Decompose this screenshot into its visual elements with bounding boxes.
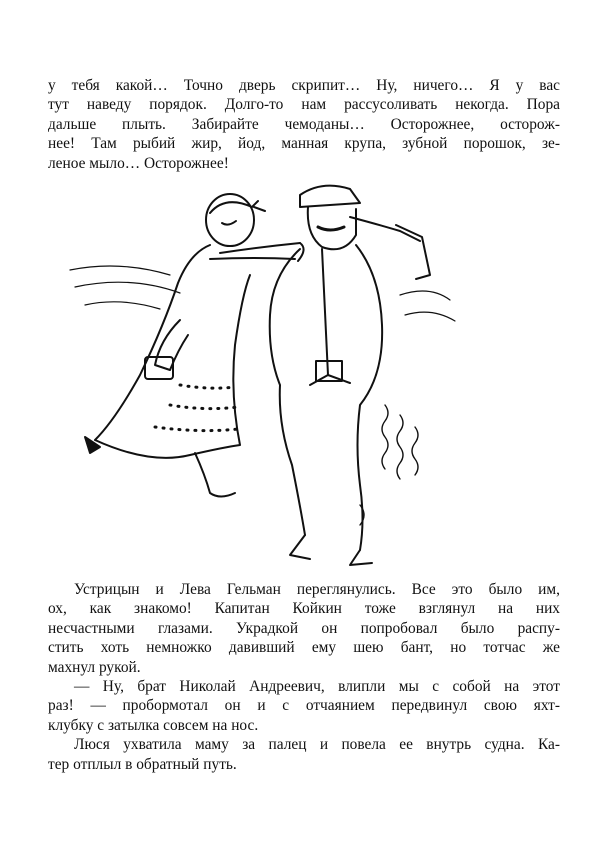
text-line: махнул рукой. <box>48 658 141 676</box>
text-line: — Ну, брат Николай Андреевич, влипли мы с собой на этот <box>74 678 560 696</box>
text-line: стить хоть немножко давивший ему шею бант, но тотчас же <box>48 639 560 657</box>
text-line: клубку с затылка совсем на нос. <box>48 716 259 734</box>
text-line: нее! Там рыбий жир, йод, манная крупа, зубной порошок, зе- <box>48 135 560 153</box>
text-line: Устрицын и Лева Гельман переглянулись. Все это было им, <box>74 581 560 598</box>
spray-lines <box>360 405 418 525</box>
top-paragraph <box>48 76 560 173</box>
sketch-illustration <box>60 175 460 570</box>
text-line: раз! — пробормотал он и с отчаянием передвинул свою яхт- <box>48 697 560 715</box>
text-line: дальше плыть. Забирайте чемоданы… Осторожнее, осторож- <box>48 115 560 133</box>
text-line: тер отплыл в обратный путь. <box>48 755 237 773</box>
text-line: Люся ухватила маму за палец и повела ее внутрь судна. Ка- <box>74 736 560 754</box>
text-line: у тебя какой… Точно дверь скрипит… Ну, ничего… Я у вас <box>48 77 560 94</box>
bottom-text <box>48 580 560 774</box>
paragraph <box>48 677 560 735</box>
paragraph <box>48 580 560 677</box>
text-line: тут наведу порядок. Долго-то нам рассусоливать некогда. Пора <box>48 96 560 114</box>
text-line: леное мыло… Осторожнее! <box>48 154 229 172</box>
paragraph <box>48 735 560 774</box>
text-line: несчастными глазами. Украдкой он попробовал было распу- <box>48 619 560 637</box>
captain-figure <box>270 186 430 565</box>
wind-lines <box>70 266 455 321</box>
text-line: ох, как знакомо! Капитан Койкин тоже взглянул на них <box>48 600 560 618</box>
